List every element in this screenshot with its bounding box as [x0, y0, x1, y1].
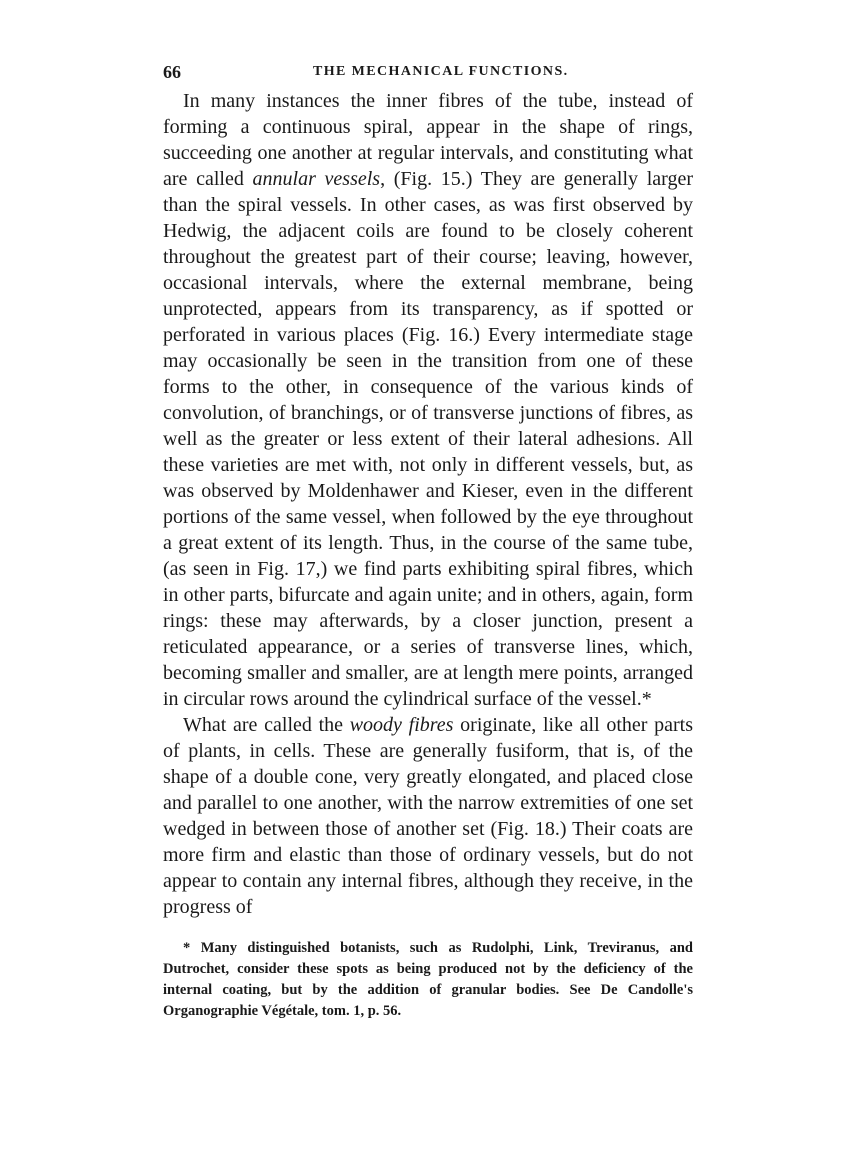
paragraph-text: What are called the — [183, 714, 350, 736]
footnote: * Many distinguished botanists, such as Rudolphi, Link, Treviranus, and Dutrochet, consider these spots as being produced not by the deficiency of the internal coating, but by the addition of granular bodies. See De Candolle's Organographie Végétale, tom. 1, p. 56. — [163, 940, 693, 1019]
paragraph-text: originate, like all other parts of plants, in cells. These are generally fusiform, that is, of the shape of a double cone, very greatly elongated, and placed close and parallel to one another, with the narrow extremities of one set wedged in between those of another set (Fig. 18.) Their coats are more firm and elastic than those of ordinary vessels, but do not appear to contain any internal fibres, although they receive, in the progress of — [163, 714, 693, 918]
paragraph-woody-fibres — [163, 712, 693, 920]
paragraph-text: , (Fig. 15.) They are generally larger than the spiral vessels. In other cases, as was first observed by Hedwig, the adjacent coils are found to be closely coherent throughout the greatest part of their course; leaving, however, occasional intervals, where the external membrane, being unprotected, appears from its transparency, as if spotted or perforated in various places (Fig. 16.) Every intermediate stage may occasionally be seen in the transition from one of these forms to the other, in consequence of the various kinds of convolution, of branchings, or of transverse junctions of fibres, as well as the greater or less extent of their lateral adhesions. All these varieties are met with, not only in different vessels, but, as was observed by Moldenhawer and Kieser, even in the different portions of the same vessel, when followed by the eye throughout a great extent of its length. Thus, in the course of the same tube, (as seen in Fig. 17,) we find parts exhibiting spiral fibres, which in other parts, bifurcate and again unite; and in others, again, form rings: these may afterwards, by a closer junction, present a reticulated appearance, or a series of transverse lines, which, becoming smaller and smaller, are at length mere points, arranged in circular rows around the cylindrical surface of the vessel.* — [163, 168, 693, 710]
paragraph-annular-vessels — [163, 88, 693, 712]
italic-term: woody fibres — [349, 714, 454, 736]
paragraph-text: In many instances the inner fibres of the tube, instead of forming a continuous spiral, appear in the shape of rings, succeeding one another at regular intervals, and constituting what are called — [163, 90, 693, 190]
running-title: THE MECHANICAL FUNCTIONS. — [313, 64, 569, 79]
body-text — [163, 88, 693, 920]
running-head — [163, 58, 693, 88]
book-page — [163, 58, 693, 1022]
italic-term: annular vessels — [252, 168, 381, 190]
page-number: 66 — [163, 62, 181, 82]
